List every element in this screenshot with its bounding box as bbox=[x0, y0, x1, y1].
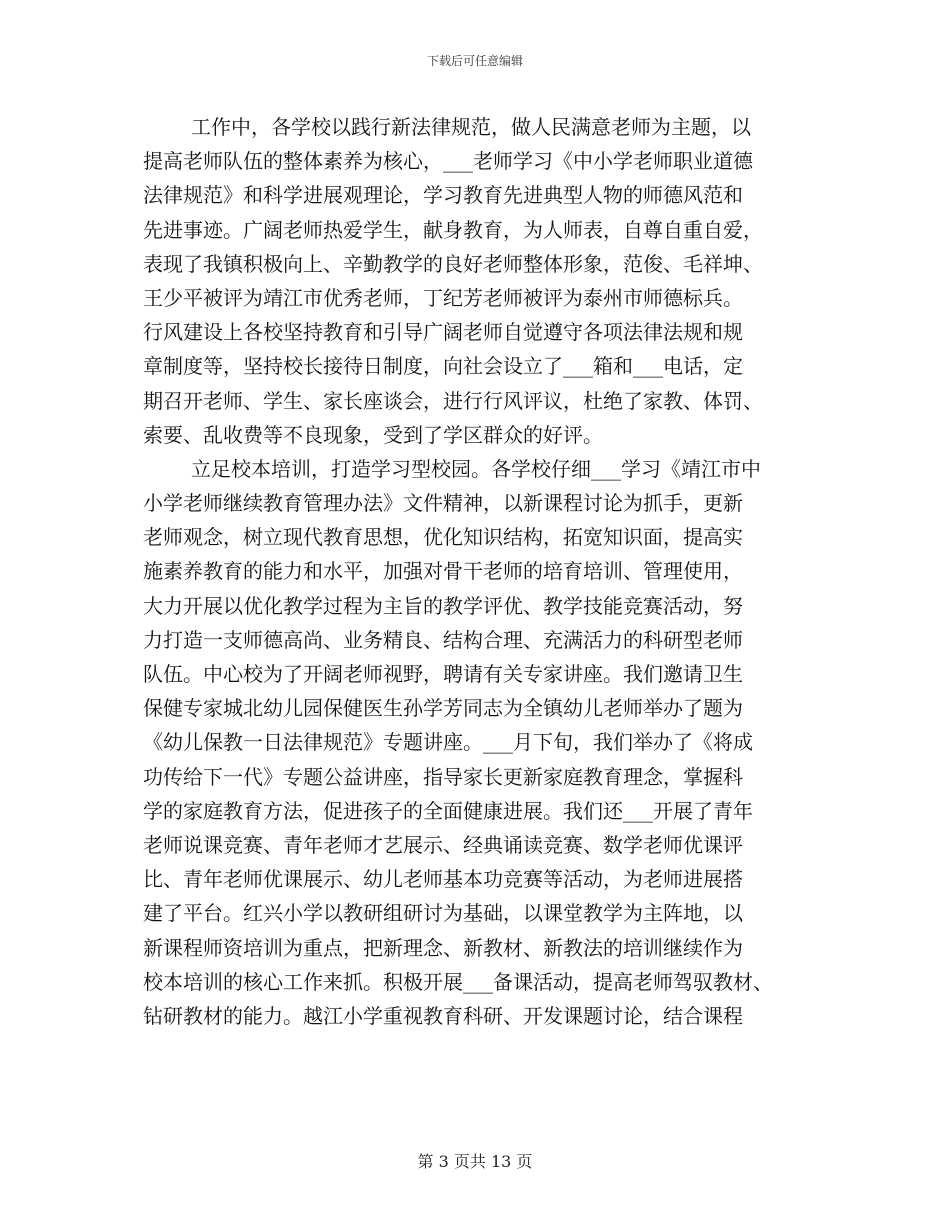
page-header: 下载后可任意编辑 bbox=[426, 54, 523, 68]
body-line: 新课程师资培训为重点，把新理念、新教材、新教法的培训继续作为 bbox=[143, 935, 743, 960]
body-line: 学的家庭教育方法，促进孩子的全面健康进展。我们还___开展了青年 bbox=[143, 798, 753, 823]
body-line: 老师观念，树立现代教育思想，优化知识结构，拓宽知识面，提高实 bbox=[143, 525, 743, 550]
body-line: 章制度等，坚持校长接待日制度，向社会设立了___箱和___电话，定 bbox=[143, 354, 743, 379]
body-line: 期召开老师、学生、家长座谈会，进行行风评议，杜绝了家教、体罚、 bbox=[143, 388, 763, 413]
body-line: 施素养教育的能力和水平，加强对骨干老师的培育培训、管理使用， bbox=[143, 559, 743, 584]
body-line: 法律规范》和科学进展观理论，学习教育先进典型人物的师德风范和 bbox=[143, 183, 743, 208]
body-line: 功传给下一代》专题公益讲座，指导家长更新家庭教育理念，掌握科 bbox=[143, 764, 743, 789]
body-line: 立足校本培训，打造学习型校园。各学校仔细___学习《靖江市中 bbox=[191, 456, 761, 481]
page-number: 第 3 页共 13 页 bbox=[417, 1152, 533, 1171]
body-line: 大力开展以优化教学过程为主旨的教学评优、教学技能竞赛活动，努 bbox=[143, 593, 743, 618]
document-body bbox=[143, 110, 813, 1033]
body-line: 先进事迹。广阔老师热爱学生，献身教育，为人师表，自尊自重自爱， bbox=[143, 217, 763, 242]
body-line: 《幼儿保教一日法律规范》专题讲座。___月下旬，我们举办了《将成 bbox=[143, 730, 753, 755]
body-line: 王少平被评为靖江市优秀老师，丁纪芳老师被评为泰州市师德标兵。 bbox=[143, 285, 743, 310]
body-line: 索要、乱收费等不良现象，受到了学区群众的好评。 bbox=[143, 422, 603, 447]
body-line: 表现了我镇积极向上、辛勤教学的良好老师整体形象，范俊、毛祥坤、 bbox=[143, 251, 763, 276]
body-line: 小学老师继续教育管理办法》文件精神，以新课程讨论为抓手，更新 bbox=[143, 491, 743, 516]
body-line: 保健专家城北幼儿园保健医生孙学芳同志为全镇幼儿老师举办了题为 bbox=[143, 696, 743, 721]
body-line: 提高老师队伍的整体素养为核心，___老师学习《中小学老师职业道德 bbox=[143, 149, 753, 174]
body-line: 工作中，各学校以践行新法律规范，做人民满意老师为主题，以 bbox=[191, 115, 751, 139]
body-line: 行风建设上各校坚持教育和引导广阔老师自觉遵守各项法律法规和规 bbox=[143, 320, 743, 345]
body-line: 老师说课竞赛、青年老师才艺展示、经典诵读竞赛、数学老师优课评 bbox=[143, 832, 743, 857]
body-line: 队伍。中心校为了开阔老师视野，聘请有关专家讲座。我们邀请卫生 bbox=[143, 662, 743, 686]
body-line: 力打造一支师德高尚、业务精良、结构合理、充满活力的科研型老师 bbox=[143, 627, 743, 652]
body-line: 比、青年老师优课展示、幼儿老师基本功竞赛等活动，为老师进展搭 bbox=[143, 867, 743, 892]
body-line: 钻研教材的能力。越江小学重视教育科研、开发课题讨论，结合课程 bbox=[143, 1003, 743, 1028]
body-line: 校本培训的核心工作来抓。积极开展___备课活动，提高老师驾驭教材、 bbox=[143, 969, 773, 994]
body-line: 建了平台。红兴小学以教研组研讨为基础，以课堂教学为主阵地，以 bbox=[143, 901, 743, 926]
